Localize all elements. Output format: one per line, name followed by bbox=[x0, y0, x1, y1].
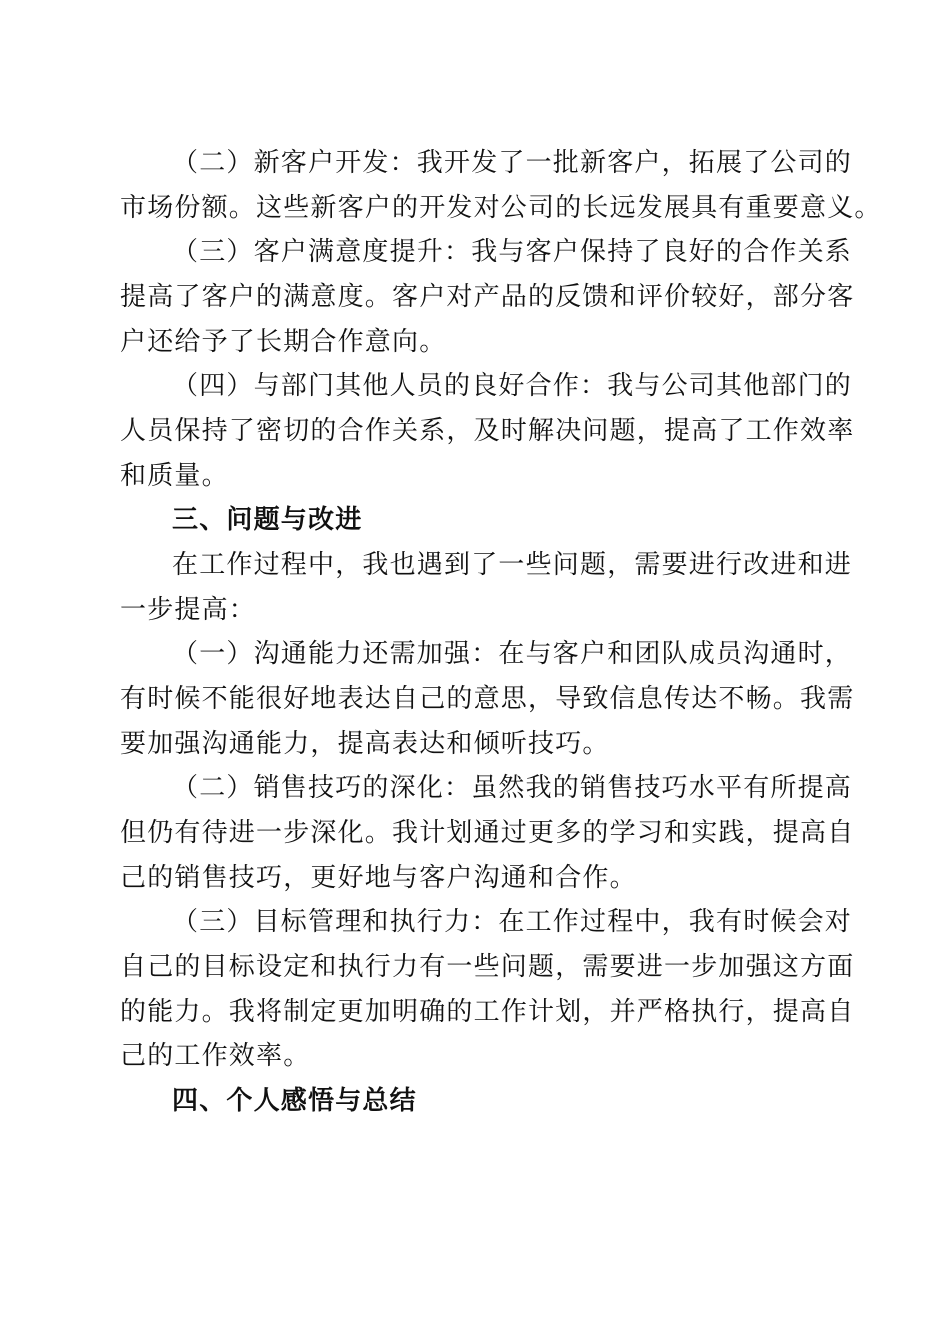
text-line: 但仍有待进一步深化。我计划通过更多的学习和实践，提高自 bbox=[120, 818, 855, 849]
text-line: （三）目标管理和执行力：在工作过程中，我有时候会对 bbox=[172, 907, 853, 938]
text-line: 和质量。 bbox=[120, 460, 229, 491]
text-line: 的能力。我将制定更加明确的工作计划，并严格执行，提高自 bbox=[120, 996, 855, 1027]
text-line: 自己的目标设定和执行力有一些问题，需要进一步加强这方面 bbox=[120, 952, 855, 983]
text-line: 己的工作效率。 bbox=[120, 1041, 311, 1072]
text-line: （二）新客户开发：我开发了一批新客户，拓展了公司的 bbox=[172, 148, 853, 178]
text-line: （二）销售技巧的深化：虽然我的销售技巧水平有所提高 bbox=[172, 773, 853, 804]
text-line: （四）与部门其他人员的良好合作：我与公司其他部门的 bbox=[172, 371, 853, 402]
section-heading: 四、个人感悟与总结 bbox=[172, 1086, 417, 1117]
text-line: （一）沟通能力还需加强：在与客户和团队成员沟通时， bbox=[172, 639, 853, 670]
text-line: 户还给予了长期合作意向。 bbox=[120, 326, 447, 357]
section-heading: 三、问题与改进 bbox=[172, 505, 363, 536]
text-line: 要加强沟通能力，提高表达和倾听技巧。 bbox=[120, 728, 610, 759]
text-line: 有时候不能很好地表达自己的意思，导致信息传达不畅。我需 bbox=[120, 684, 855, 715]
text-line: 在工作过程中，我也遇到了一些问题，需要进行改进和进 bbox=[172, 550, 853, 581]
text-line: （三）客户满意度提升：我与客户保持了良好的合作关系 bbox=[172, 237, 853, 268]
text-line: 提高了客户的满意度。客户对产品的反馈和评价较好，部分客 bbox=[120, 282, 855, 312]
text-line: 己的销售技巧，更好地与客户沟通和合作。 bbox=[120, 862, 637, 893]
text-line: 一步提高： bbox=[120, 594, 257, 625]
text-line: 市场份额。这些新客户的开发对公司的长远发展具有重要意义。 bbox=[120, 192, 882, 223]
text-line: 人员保持了密切的合作关系，及时解决问题，提高了工作效率 bbox=[120, 416, 855, 447]
